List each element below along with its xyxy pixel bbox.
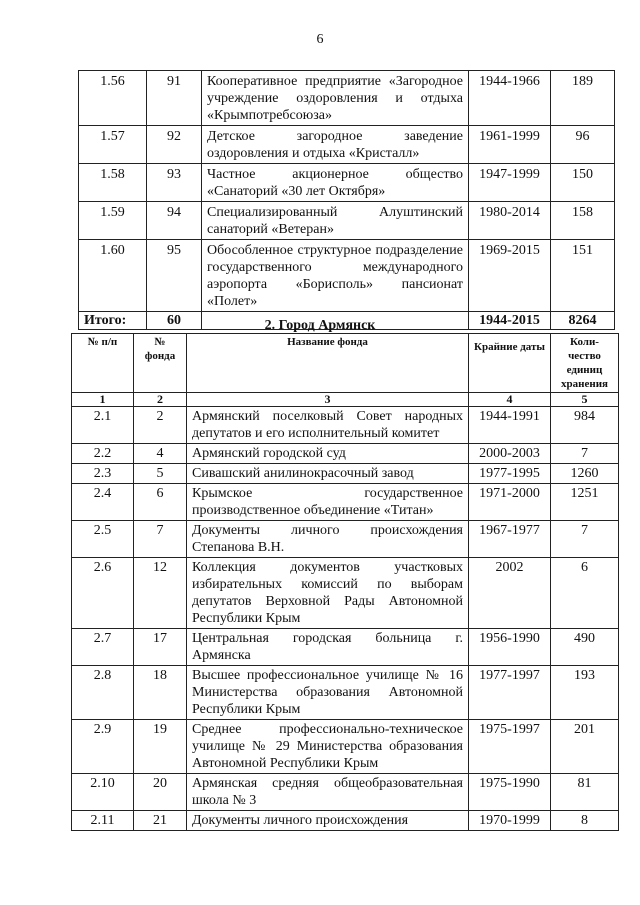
date-range: 1980-2014 <box>469 202 551 240</box>
fond-number: 95 <box>147 240 202 312</box>
total-dates: 1944-2015 <box>469 312 551 330</box>
date-range: 1970-1999 <box>469 811 551 831</box>
storage-units: 7 <box>551 444 619 464</box>
storage-units: 984 <box>551 407 619 444</box>
table-row <box>72 811 619 831</box>
table-row <box>72 484 619 521</box>
fond-name: Армянский поселковый Совет народных депутатов и его исполнительный комитет <box>187 407 469 444</box>
storage-units: 151 <box>551 240 615 312</box>
row-number: 1.58 <box>79 164 147 202</box>
fond-name: Специализированный Алуштинский санаторий «Ветеран» <box>202 202 469 240</box>
date-range: 1944-1991 <box>469 407 551 444</box>
table-row <box>72 774 619 811</box>
fond-name: Коллекция документов участковых избирательных комиссий по выборам депутатов Верховной Рады Автономной Республики Крым <box>187 558 469 629</box>
row-number: 1.60 <box>79 240 147 312</box>
row-number: 2.8 <box>72 666 134 720</box>
fond-number: 21 <box>134 811 187 831</box>
storage-units: 96 <box>551 126 615 164</box>
date-range: 1969-2015 <box>469 240 551 312</box>
column-number: 2 <box>134 393 187 407</box>
header-count: Коли-чество единиц хранения <box>551 334 619 393</box>
fonds-table-armyansk <box>71 333 619 831</box>
fond-name: Крымское государственное производственное объединение «Титан» <box>187 484 469 521</box>
date-range: 2000-2003 <box>469 444 551 464</box>
date-range: 1956-1990 <box>469 629 551 666</box>
fond-name: Документы личного происхождения Степанова В.Н. <box>187 521 469 558</box>
header-dates: Крайние даты <box>469 334 551 393</box>
row-number: 1.59 <box>79 202 147 240</box>
fond-name: Частное акционерное общество «Санаторий «30 лет Октября» <box>202 164 469 202</box>
fond-number: 5 <box>134 464 187 484</box>
table-row <box>79 164 615 202</box>
fond-number: 92 <box>147 126 202 164</box>
page-number: 6 <box>316 32 324 47</box>
fond-name: Документы личного происхождения <box>187 811 469 831</box>
storage-units: 189 <box>551 71 615 126</box>
storage-units: 8 <box>551 811 619 831</box>
fond-name: Среднее профессионально-техническое училище № 29 Министерства образования Автономной Республики Крым <box>187 720 469 774</box>
fond-name: Высшее профессиональное училище № 16 Министерства образования Автономной Республики Крым <box>187 666 469 720</box>
table-row <box>79 202 615 240</box>
fond-name: Сивашский анилинокрасочный завод <box>187 464 469 484</box>
row-number: 2.10 <box>72 774 134 811</box>
table-row <box>72 666 619 720</box>
table-row <box>72 629 619 666</box>
date-range: 1944-1966 <box>469 71 551 126</box>
storage-units: 81 <box>551 774 619 811</box>
table-row <box>72 464 619 484</box>
fond-number: 18 <box>134 666 187 720</box>
date-range: 1975-1990 <box>469 774 551 811</box>
table-row <box>72 444 619 464</box>
fond-number: 93 <box>147 164 202 202</box>
storage-units: 1260 <box>551 464 619 484</box>
table-row <box>72 558 619 629</box>
fond-number: 20 <box>134 774 187 811</box>
table-row <box>79 126 615 164</box>
section-title: 2. Город Армянск <box>264 318 376 333</box>
fond-number: 12 <box>134 558 187 629</box>
column-number: 1 <box>72 393 134 407</box>
row-number: 2.9 <box>72 720 134 774</box>
date-range: 2002 <box>469 558 551 629</box>
header-fond: № фонда <box>134 334 187 393</box>
column-number: 4 <box>469 393 551 407</box>
column-number-row <box>72 393 619 407</box>
fond-name: Кооперативное предприятие «Загородное учреждение оздоровления и отдыха «Крымпотребсоюза» <box>202 71 469 126</box>
date-range: 1977-1997 <box>469 666 551 720</box>
date-range: 1975-1997 <box>469 720 551 774</box>
storage-units: 150 <box>551 164 615 202</box>
table-row <box>79 71 615 126</box>
date-range: 1947-1999 <box>469 164 551 202</box>
row-number: 1.56 <box>79 71 147 126</box>
table-row <box>72 407 619 444</box>
row-number: 2.6 <box>72 558 134 629</box>
header-name: Название фонда <box>187 334 469 393</box>
table-row <box>72 720 619 774</box>
row-number: 1.57 <box>79 126 147 164</box>
fond-number: 19 <box>134 720 187 774</box>
fond-name: Армянский городской суд <box>187 444 469 464</box>
row-number: 2.11 <box>72 811 134 831</box>
fond-name: Центральная городская больница г. Армянска <box>187 629 469 666</box>
fond-number: 4 <box>134 444 187 464</box>
storage-units: 158 <box>551 202 615 240</box>
total-count: 8264 <box>551 312 615 330</box>
fond-name: Обособленное структурное подразделение государственного международного аэропорта «Борисполь» пансионат «Полет» <box>202 240 469 312</box>
date-range: 1967-1977 <box>469 521 551 558</box>
table-row <box>72 521 619 558</box>
row-number: 2.1 <box>72 407 134 444</box>
date-range: 1971-2000 <box>469 484 551 521</box>
row-number: 2.5 <box>72 521 134 558</box>
fond-number: 91 <box>147 71 202 126</box>
row-number: 2.7 <box>72 629 134 666</box>
table-row <box>79 240 615 312</box>
header-row <box>72 334 619 393</box>
fond-name: Армянская средняя общеобразовательная школа № 3 <box>187 774 469 811</box>
storage-units: 1251 <box>551 484 619 521</box>
fond-number: 17 <box>134 629 187 666</box>
total-fond-count: 60 <box>147 312 202 330</box>
column-number: 5 <box>551 393 619 407</box>
storage-units: 6 <box>551 558 619 629</box>
storage-units: 7 <box>551 521 619 558</box>
storage-units: 201 <box>551 720 619 774</box>
date-range: 1961-1999 <box>469 126 551 164</box>
date-range: 1977-1995 <box>469 464 551 484</box>
fonds-table-continued <box>78 70 615 330</box>
fond-number: 6 <box>134 484 187 521</box>
row-number: 2.4 <box>72 484 134 521</box>
column-number: 3 <box>187 393 469 407</box>
fond-number: 94 <box>147 202 202 240</box>
row-number: 2.2 <box>72 444 134 464</box>
fond-number: 2 <box>134 407 187 444</box>
row-number: 2.3 <box>72 464 134 484</box>
storage-units: 490 <box>551 629 619 666</box>
total-label: Итого: <box>79 312 147 330</box>
fond-name: Детское загородное заведение оздоровления и отдыха «Кристалл» <box>202 126 469 164</box>
storage-units: 193 <box>551 666 619 720</box>
fond-number: 7 <box>134 521 187 558</box>
header-num: № п/п <box>72 334 134 393</box>
